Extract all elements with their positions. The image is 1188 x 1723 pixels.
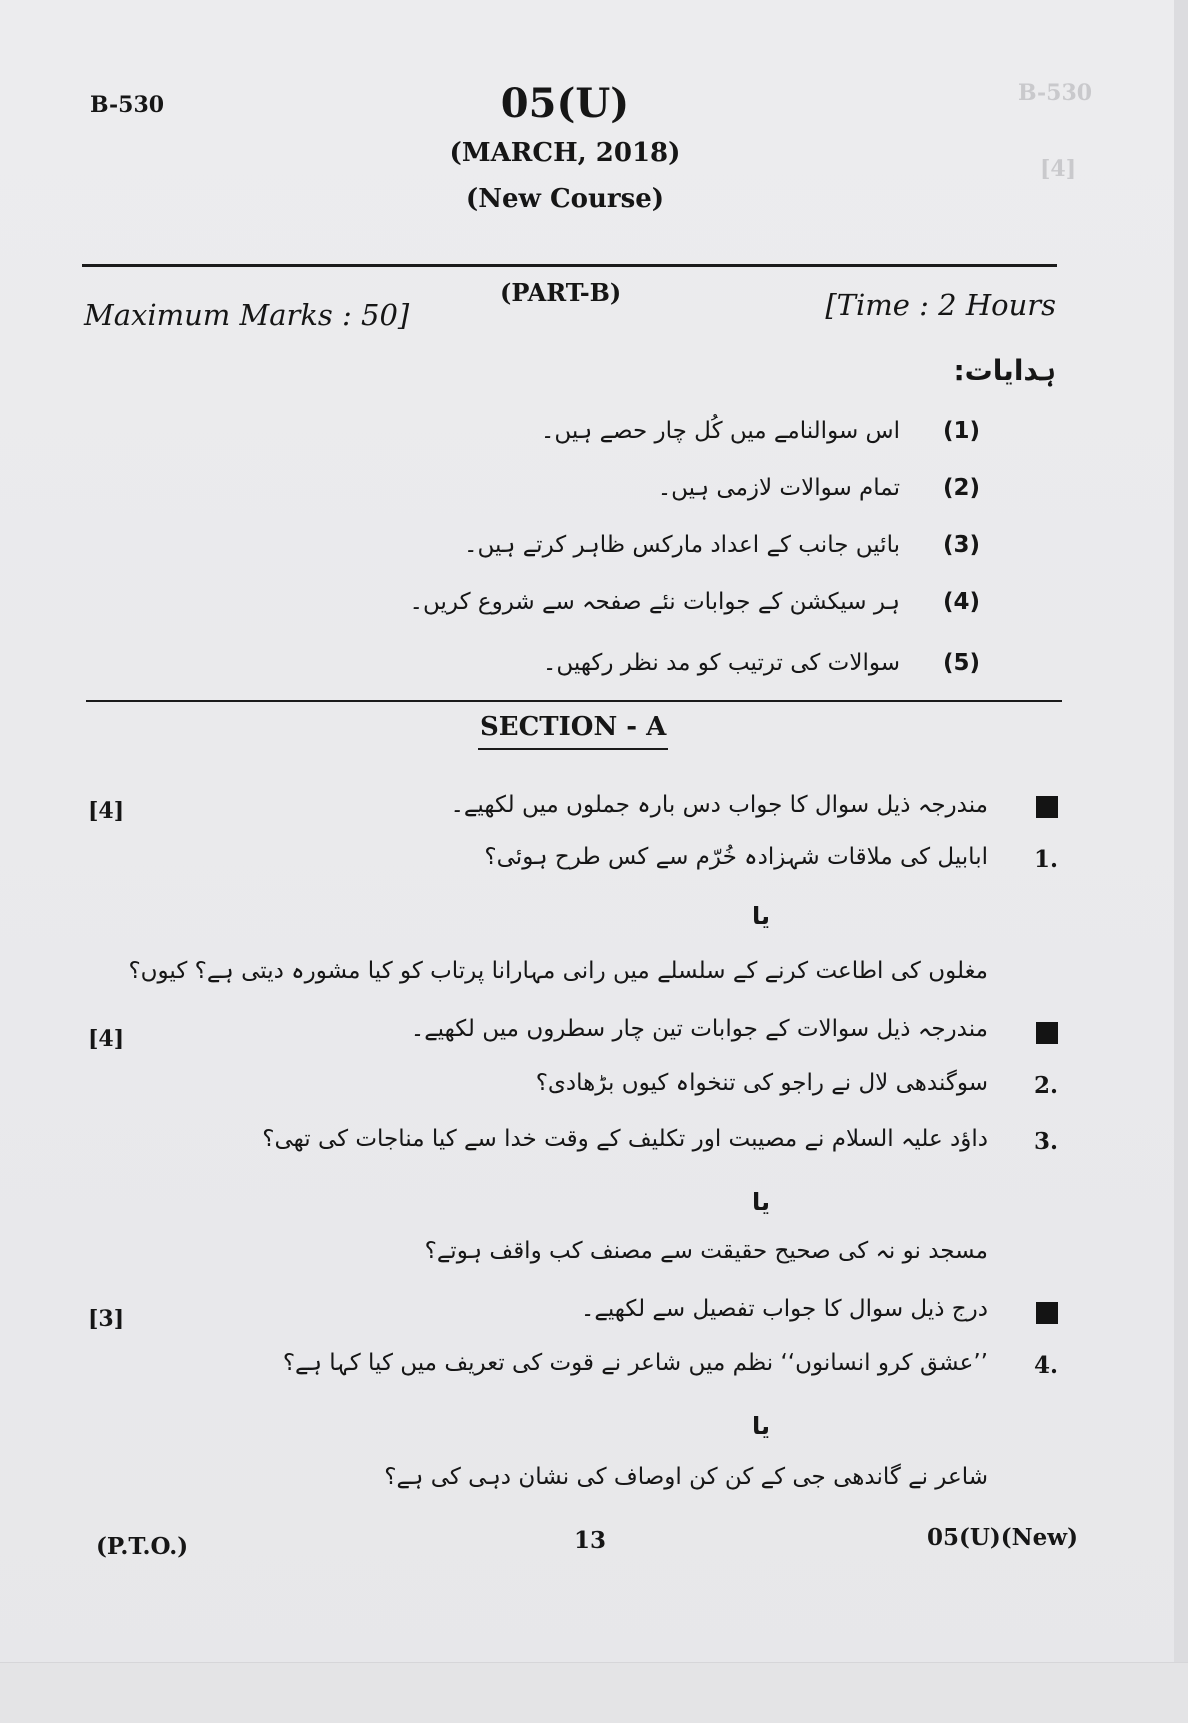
marks-label: [3] xyxy=(88,1306,125,1332)
question-text: مغلوں کی اطاعت کرنے کے سلسلے میں رانی مہارانا پرتاب کو کیا مشورہ دیتی ہے؟ کیوں؟ xyxy=(128,958,988,984)
marks-label: [4] xyxy=(88,798,125,824)
question-text: مسجد نو نہ کی صحیح حقیقت سے مصنف کب واقف ہوتے؟ xyxy=(424,1238,988,1264)
please-turn-over: (P.T.O.) xyxy=(96,1533,189,1560)
square-bullet-icon xyxy=(1036,1302,1058,1324)
group-directive: مندرجہ ذیل سوال کا جواب دس بارہ جملوں میں لکھیے۔ xyxy=(450,792,988,818)
question-text: ’’عشق کرو انسانوں‘‘ نظم میں شاعر نے قوت کی تعریف میں کیا کہا ہے؟ xyxy=(282,1350,988,1376)
page-edge-bottom xyxy=(0,1662,1188,1723)
maximum-marks: Maximum Marks : 50] xyxy=(84,298,410,332)
instructions-heading: ہدایات: xyxy=(953,354,1056,387)
or-label: یا xyxy=(752,1412,771,1440)
square-bullet-icon xyxy=(1036,796,1058,818)
page-number: 13 xyxy=(574,1527,607,1554)
bleed-through-code: B-530 xyxy=(1018,80,1093,106)
section-rule xyxy=(86,700,1062,702)
question-number: 1. xyxy=(1034,846,1059,873)
bleed-through-mark: [4] xyxy=(1040,156,1077,182)
instruction-text: ہر سیکشن کے جوابات نئے صفحہ سے شروع کریں۔ xyxy=(409,589,900,615)
course-type: (New Course) xyxy=(465,184,665,214)
question-text: سوگندھی لال نے راجو کی تنخواہ کیوں بڑھادی؟ xyxy=(535,1070,988,1096)
instruction-text: تمام سوالات لازمی ہیں۔ xyxy=(657,475,900,501)
question-text: شاعر نے گاندھی جی کے کن کن اوصاف کی نشان دہی کی ہے؟ xyxy=(384,1464,988,1490)
header-rule xyxy=(82,264,1057,267)
instruction-text: اس سوالنامے میں کُل چار حصے ہیں۔ xyxy=(540,418,900,444)
footer-code: 05(U)(New) xyxy=(926,1524,1078,1551)
part-label: (PART-B) xyxy=(500,278,622,307)
group-directive: مندرجہ ذیل سوالات کے جوابات تین چار سطروں میں لکھیے۔ xyxy=(410,1016,988,1042)
instruction-item xyxy=(400,475,980,515)
exam-session: (MARCH, 2018) xyxy=(449,138,681,168)
instruction-number: (1) xyxy=(942,418,980,444)
instruction-item xyxy=(400,650,980,690)
instruction-number: (4) xyxy=(942,589,980,615)
or-label: یا xyxy=(752,1188,771,1216)
square-bullet-icon xyxy=(1036,1022,1058,1044)
group-directive: درج ذیل سوال کا جواب تفصیل سے لکھیے۔ xyxy=(580,1296,988,1322)
instruction-number: (5) xyxy=(942,650,980,676)
time-allowed: [Time : 2 Hours xyxy=(825,288,1056,322)
instruction-item xyxy=(400,589,980,629)
instruction-text: بائیں جانب کے اعداد مارکس ظاہر کرتے ہیں۔ xyxy=(463,532,900,558)
section-title-underline xyxy=(478,748,668,750)
page-edge-right xyxy=(1174,0,1188,1723)
marks-label: [4] xyxy=(88,1026,125,1052)
instruction-number: (2) xyxy=(942,475,980,501)
instruction-item xyxy=(400,532,980,572)
instruction-number: (3) xyxy=(942,532,980,558)
question-number: 2. xyxy=(1034,1072,1059,1099)
instruction-text: سوالات کی ترتیب کو مد نظر رکھیں۔ xyxy=(542,650,900,676)
question-text: ابابیل کی ملاقات شہزادہ خُرّم سے کس طرح ہوئی؟ xyxy=(484,844,988,870)
question-number: 4. xyxy=(1034,1352,1059,1379)
section-title: SECTION - A xyxy=(480,712,667,742)
instruction-item xyxy=(400,418,980,458)
question-number: 3. xyxy=(1034,1128,1059,1155)
paper-code: B-530 xyxy=(90,92,165,118)
or-label: یا xyxy=(752,902,771,930)
question-text: داؤد علیہ السلام نے مصیبت اور تکلیف کے وقت خدا سے کیا مناجات کی تھی؟ xyxy=(262,1126,988,1152)
subject-code: 05(U) xyxy=(500,80,630,127)
